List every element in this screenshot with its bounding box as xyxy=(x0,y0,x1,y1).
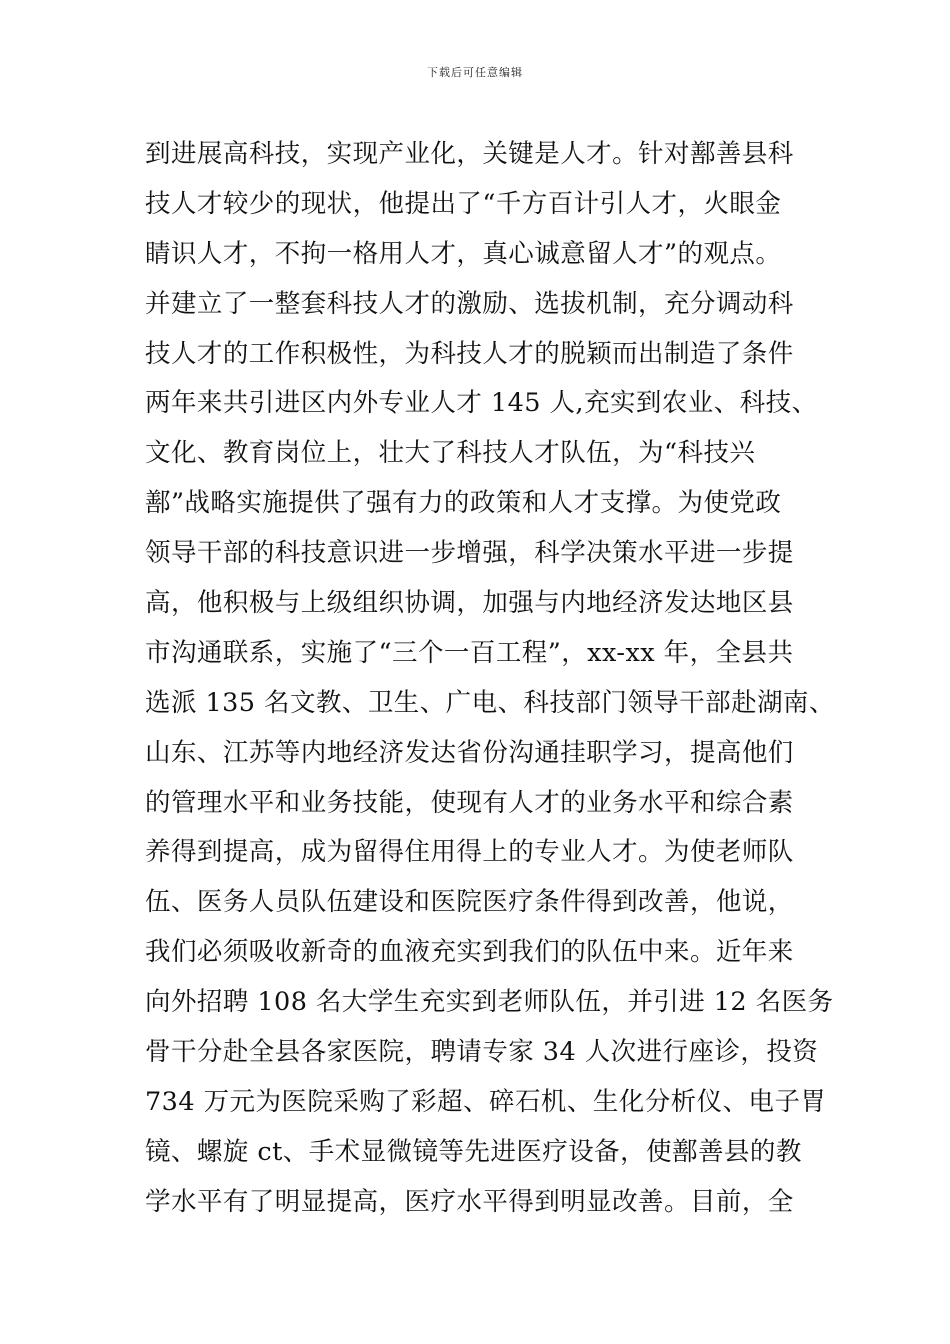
text-line: 领导干部的科技意识进一步增强，科学决策水平进一步提 xyxy=(145,538,794,569)
text-line: 选派 135 名文教、卫生、广电、科技部门领导干部赴湖南、 xyxy=(145,687,835,718)
text-line: 骨干分赴全县各家医院，聘请专家 34 人次进行座诊，投资 xyxy=(145,1037,819,1068)
text-line: 文化、教育岗位上，壮大了科技人才队伍，为“科技兴 xyxy=(145,438,756,469)
text-line: 学水平有了明显提高，医疗水平得到明显改善。目前，全 xyxy=(145,1186,794,1217)
text-line: 两年来共引进区内外专业人才 145 人,充实到农业、科技、 xyxy=(145,388,818,419)
text-line: 734 万元为医院采购了彩超、碎石机、生化分析仪、电子胃 xyxy=(145,1086,827,1117)
text-line: 技人才的工作积极性，为科技人才的脱颖而出制造了条件 xyxy=(145,338,794,369)
text-line: 技人才较少的现状，他提出了“千方百计引人才，火眼金 xyxy=(145,188,782,219)
text-line: 向外招聘 108 名大学生充实到老师队伍，并引进 12 名医务 xyxy=(145,987,834,1018)
text-line: 高，他积极与上级组织协调，加强与内地经济发达地区县 xyxy=(145,588,794,619)
text-line: 鄯”战略实施提供了强有力的政策和人才支撑。为使党政 xyxy=(145,488,782,519)
text-line: 睛识人才，不拘一格用人才，真心诚意留人才”的观点。 xyxy=(145,238,782,269)
text-line: 并建立了一整套科技人才的激励、选拔机制，充分调动科 xyxy=(145,288,794,319)
text-line: 的管理水平和业务技能，使现有人才的业务水平和综合素 xyxy=(145,787,794,818)
text-line: 伍、医务人员队伍建设和医院医疗条件得到改善，他说， xyxy=(145,887,794,918)
text-line: 山东、江苏等内地经济发达省份沟通挂职学习，提高他们 xyxy=(145,737,794,768)
text-line: 镜、螺旋 ct、手术显微镜等先进医疗设备，使鄯善县的教 xyxy=(145,1136,802,1167)
text-line: 养得到提高，成为留得住用得上的专业人才。为使老师队 xyxy=(145,837,794,868)
text-line: 市沟通联系，实施了“三个一百工程”，xx-xx 年，全县共 xyxy=(145,637,794,668)
text-line: 到进展高科技，实现产业化，关键是人才。针对鄯善县科 xyxy=(145,139,794,169)
body-text xyxy=(145,131,835,1229)
page-header: 下载后可任意编辑 xyxy=(427,66,523,79)
text-line: 我们必须吸收新奇的血液充实到我们的队伍中来。近年来 xyxy=(145,937,794,968)
